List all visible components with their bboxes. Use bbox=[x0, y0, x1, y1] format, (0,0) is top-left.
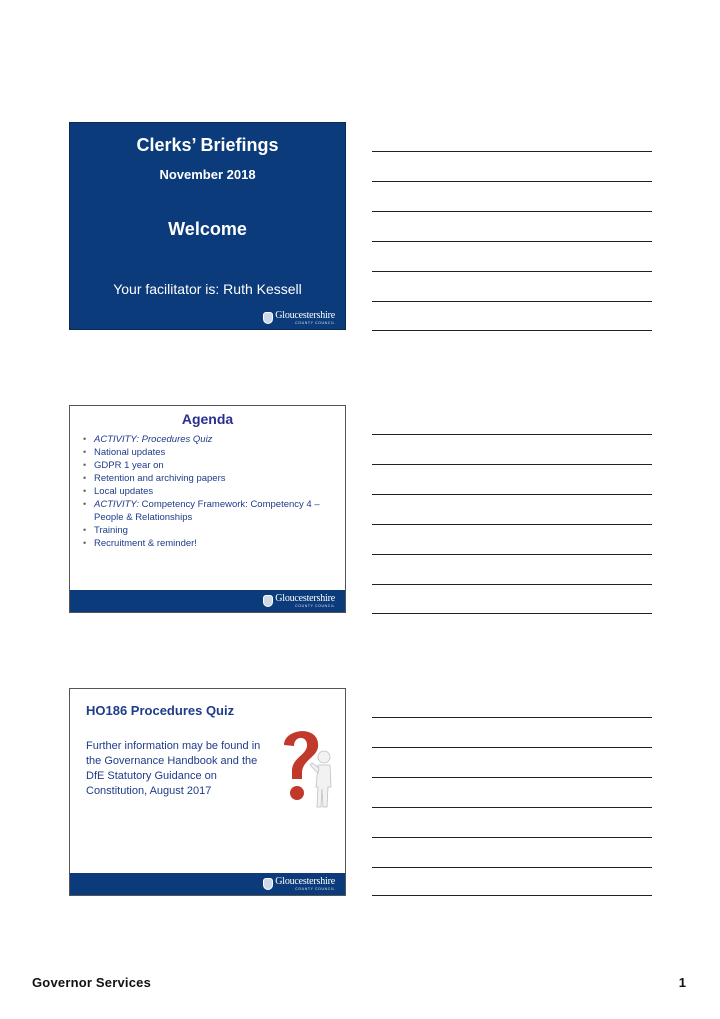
slide-quiz bbox=[69, 688, 346, 896]
note-line bbox=[372, 301, 652, 302]
logo-sub: COUNTY COUNCIL bbox=[295, 603, 335, 608]
quiz-description: Further information may be found in the Governance Handbook and the DfE Statutory Guidance on Constitution, August 2017 bbox=[86, 740, 261, 797]
note-line bbox=[372, 837, 652, 838]
note-line bbox=[372, 747, 652, 748]
agenda-item: • Retention and archiving papers bbox=[82, 472, 337, 485]
slide-footer-bar bbox=[70, 590, 345, 612]
slide-welcome: Welcome bbox=[168, 219, 247, 239]
note-line bbox=[372, 613, 652, 614]
slide-title-heading: Clerks’ Briefings bbox=[136, 135, 279, 155]
note-line bbox=[372, 807, 652, 808]
note-line bbox=[372, 554, 652, 555]
council-logo bbox=[263, 592, 335, 610]
note-line bbox=[372, 867, 652, 868]
council-logo bbox=[263, 875, 335, 893]
logo-name: Gloucestershire bbox=[275, 592, 335, 604]
note-line bbox=[372, 151, 652, 152]
crest-icon bbox=[263, 878, 273, 890]
quiz-heading: HO186 Procedures Quiz bbox=[86, 703, 235, 718]
agenda-item: • ACTIVITY: Competency Framework: Competency 4 – People & Relationships bbox=[82, 498, 337, 524]
slide-footer-bar bbox=[70, 307, 345, 329]
agenda-item: • Training bbox=[82, 524, 337, 537]
logo-sub: COUNTY COUNCIL bbox=[295, 320, 335, 325]
note-line bbox=[372, 584, 652, 585]
logo-name: Gloucestershire bbox=[275, 309, 335, 321]
note-line bbox=[372, 181, 652, 182]
slide-date: November 2018 bbox=[159, 167, 256, 182]
slide-facilitator: Your facilitator is: Ruth Kessell bbox=[113, 281, 302, 297]
agenda-item: • Recruitment & reminder! bbox=[82, 537, 337, 550]
page-number: 1 bbox=[678, 975, 686, 990]
agenda-heading: Agenda bbox=[181, 411, 234, 427]
logo-sub: COUNTY COUNCIL bbox=[295, 886, 335, 891]
logo-name: Gloucestershire bbox=[275, 875, 335, 887]
note-line bbox=[372, 271, 652, 272]
agenda-item: • National updates bbox=[82, 446, 337, 459]
note-line bbox=[372, 464, 652, 465]
agenda-item: • GDPR 1 year on bbox=[82, 459, 337, 472]
crest-icon bbox=[263, 595, 273, 607]
agenda-list bbox=[82, 433, 337, 550]
crest-icon bbox=[263, 312, 273, 324]
note-line bbox=[372, 241, 652, 242]
note-line bbox=[372, 494, 652, 495]
note-line bbox=[372, 777, 652, 778]
question-mark-figure-icon bbox=[276, 723, 338, 815]
note-line bbox=[372, 330, 652, 331]
slide-agenda bbox=[69, 405, 346, 613]
page-footer-title: Governor Services bbox=[32, 975, 152, 990]
note-line bbox=[372, 895, 652, 896]
council-logo bbox=[263, 309, 335, 327]
agenda-item: • ACTIVITY: Procedures Quiz bbox=[82, 433, 337, 446]
agenda-item: • Local updates bbox=[82, 485, 337, 498]
note-line bbox=[372, 211, 652, 212]
slide-title bbox=[69, 122, 346, 330]
slide-footer-bar bbox=[70, 873, 345, 895]
note-line bbox=[372, 524, 652, 525]
note-line bbox=[372, 434, 652, 435]
note-line bbox=[372, 717, 652, 718]
